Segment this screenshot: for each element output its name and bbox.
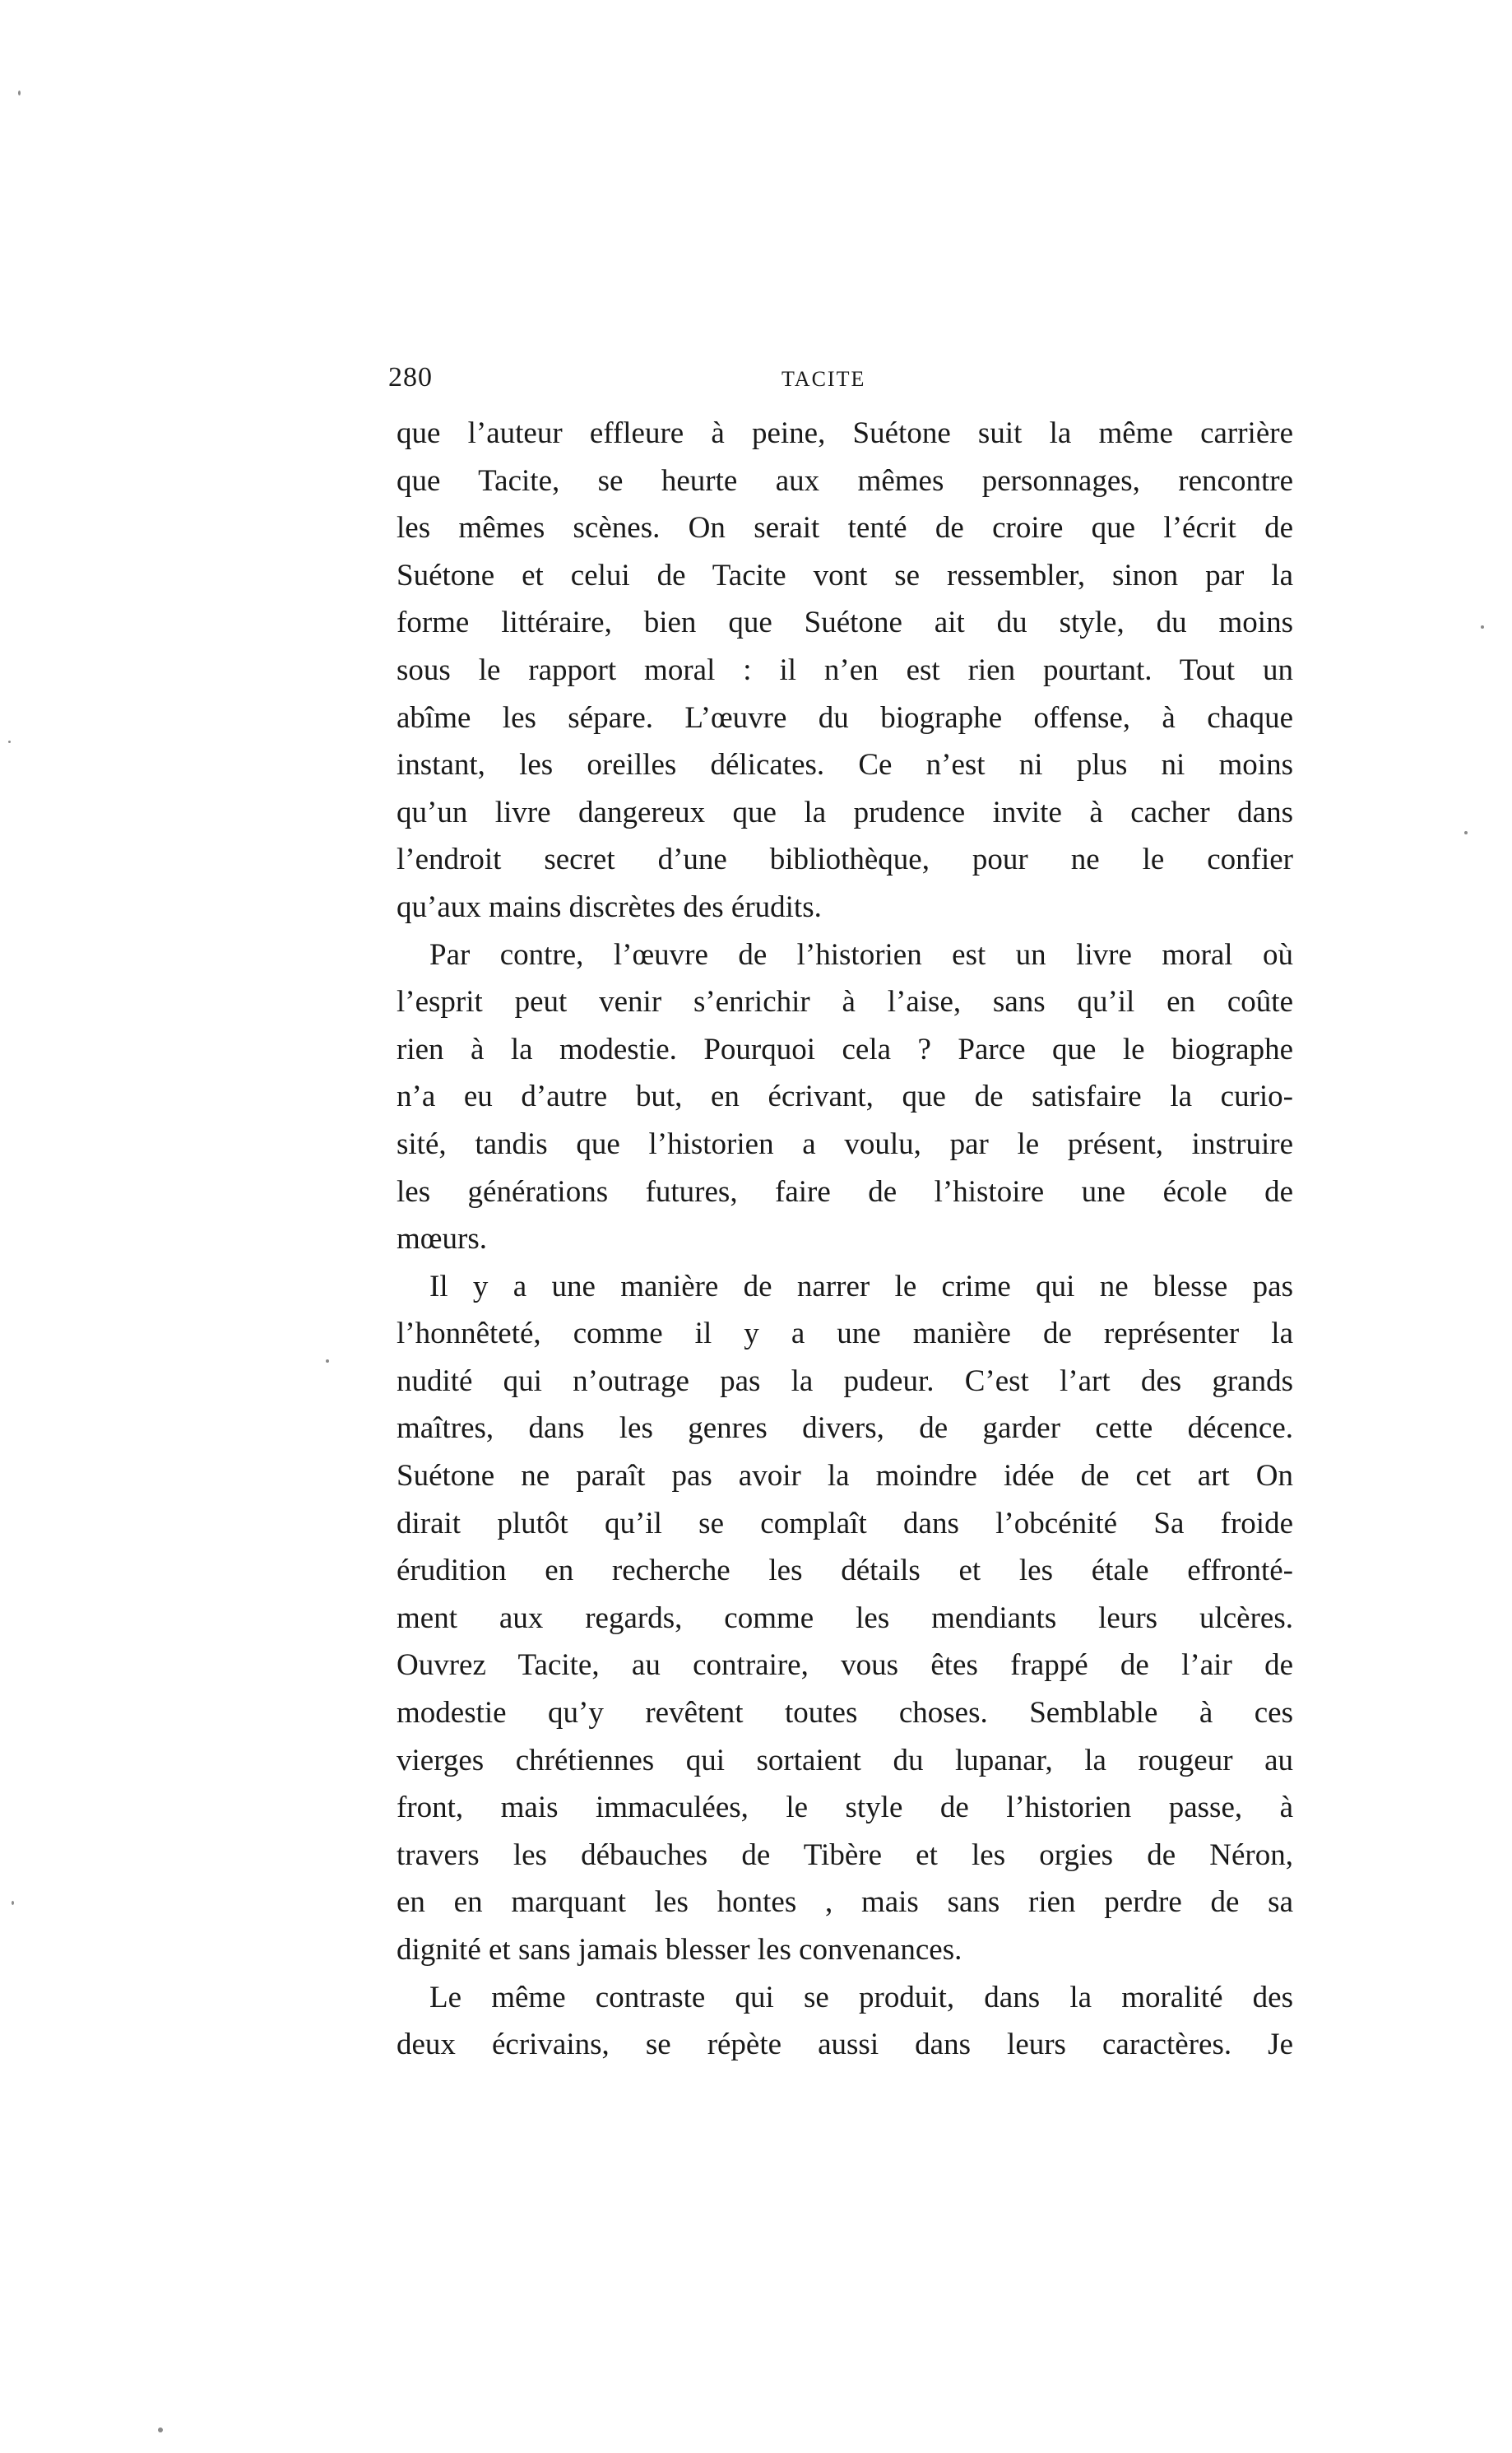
text-line: Suétone ne paraît pas avoir la moindre idée de cet art On [397,1459,1293,1494]
paragraph-first-line: Il y a une manière de narrer le crime qui ne blesse pas [429,1269,1293,1303]
text-line: sité, tandis que l’historien a voulu, par le présent, instruire [397,1127,1293,1161]
text-line: sous le rapport moral : il n’en est rien pourtant. Tout un [397,653,1293,687]
text-line: front, mais immaculées, le style de l’historien passe, à [397,1791,1293,1825]
scan-speck [12,1901,14,1905]
text-line: forme littéraire, bien que Suétone ait du style, du moins [397,606,1293,640]
scan-speck [158,2427,163,2432]
text-line: instant, les oreilles délicates. Ce n’est ni plus ni moins [397,748,1293,783]
text-line: modestie qu’y revêtent toutes choses. Semblable à ces [397,1696,1293,1731]
text-line: deux écrivains, se répète aussi dans leurs caractères. Je [397,2028,1293,2062]
scan-speck [18,91,21,95]
text-line: Suétone et celui de Tacite vont se ressembler, sinon par la [397,558,1293,592]
text-line: que l’auteur effleure à peine, Suétone suit la même carrière [397,416,1293,450]
text-line: l’honnêteté, comme il y a une manière de représenter la [397,1317,1293,1351]
text-line: nudité qui n’outrage pas la pudeur. C’est l’art des grands [397,1364,1293,1398]
text-line: rien à la modestie. Pourquoi cela ? Parce que le biographe [397,1032,1293,1066]
scan-speck [8,741,11,743]
body-text [397,410,1293,2069]
paragraph-first-line: Le même contraste qui se produit, dans la moralité des [429,1980,1293,2014]
scan-speck [1481,625,1484,629]
text-line: n’a eu d’autre but, en écrivant, que de satisfaire la curio- [397,1080,1293,1114]
text-line: dirait plutôt qu’il se complaît dans l’obcénité Sa froide [397,1506,1293,1540]
paragraph-first-line: Par contre, l’œuvre de l’historien est un livre moral où [429,937,1293,972]
text-line: Ouvrez Tacite, au contraire, vous êtes frappé de l’air de [397,1648,1293,1683]
text-line: vierges chrétiennes qui sortaient du lupanar, la rougeur au [397,1743,1293,1777]
running-head: TACITE [782,367,866,391]
text-line: mœurs. [397,1222,487,1257]
text-line: l’esprit peut venir s’enrichir à l’aise, sans qu’il en coûte [397,985,1293,1020]
scan-speck [1464,831,1468,834]
text-line: travers les débauches de Tibère et les orgies de Néron, [397,1837,1293,1872]
text-line: dignité et sans jamais blesser les convenances. [397,1933,962,1967]
text-line: ment aux regards, comme les mendiants leurs ulcères. [397,1600,1293,1635]
text-line: maîtres, dans les genres divers, de garder cette décence. [397,1411,1293,1446]
text-line: qu’un livre dangereux que la prudence invite à cacher dans [397,795,1293,829]
text-line: que Tacite, se heurte aux mêmes personnages, rencontre [397,463,1293,498]
text-line: érudition en recherche les détails et les étale effronté- [397,1554,1293,1588]
page-number: 280 [388,362,433,393]
text-line: qu’aux mains discrètes des érudits. [397,890,822,924]
text-line: les mêmes scènes. On serait tenté de croire que l’écrit de [397,511,1293,546]
page-header [388,362,1293,411]
scan-speck [326,1359,329,1363]
text-line: en en marquant les hontes , mais sans rien perdre de sa [397,1885,1293,1920]
text-line: l’endroit secret d’une bibliothèque, pour ne le confier [397,843,1293,877]
text-line: abîme les sépare. L’œuvre du biographe offense, à chaque [397,700,1293,735]
text-line: les générations futures, faire de l’histoire une école de [397,1174,1293,1209]
